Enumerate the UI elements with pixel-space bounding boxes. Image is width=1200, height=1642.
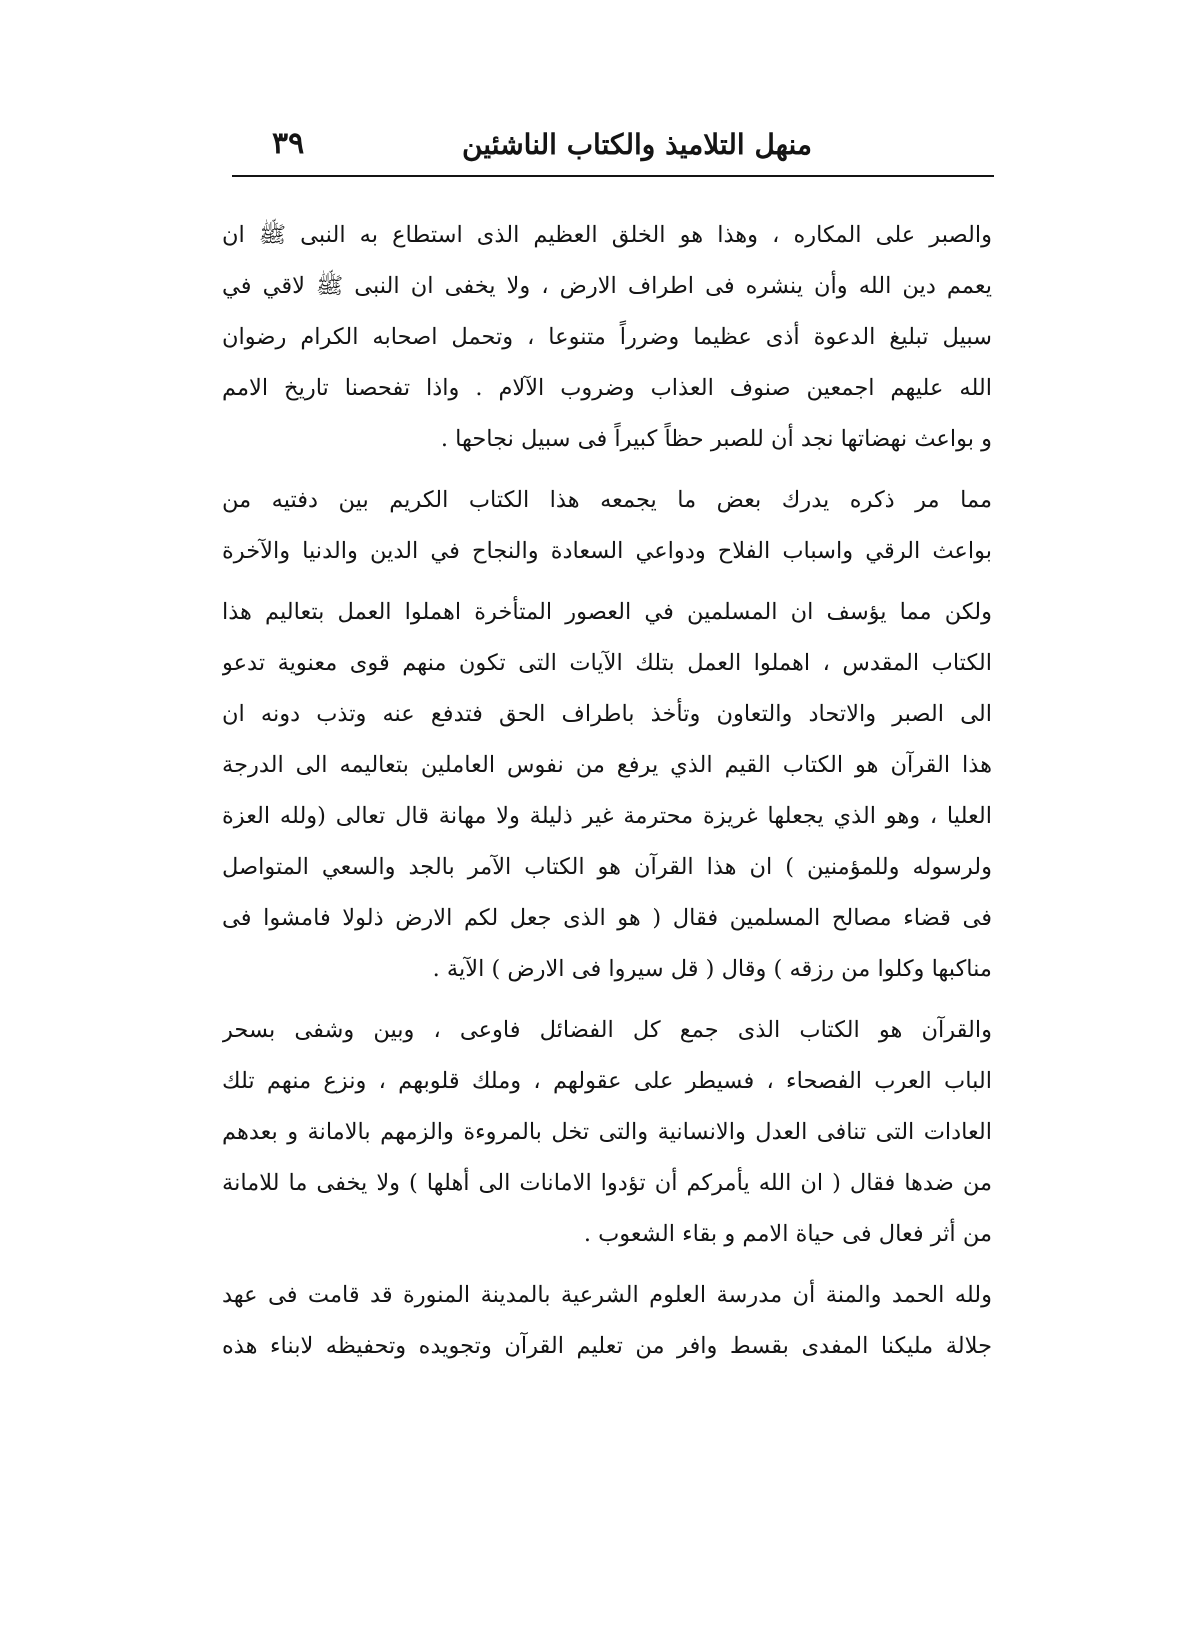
text-line: الى الصبر والاتحاد والتعاون وتأخذ باطراف الحق فتدفع عنه وتذب دونه ان (222, 701, 992, 727)
text-line: من أثر فعال فى حياة الامم و بقاء الشعوب . (583, 1221, 992, 1247)
text-line: مما مر ذكره يدرك بعض ما يجمعه هذا الكتاب الكريم بين دفتيه من (222, 487, 992, 513)
paragraph-1 (222, 210, 992, 465)
page-number: ٣٩ (272, 126, 305, 161)
text-line: يعمم دين الله وأن ينشره فى اطراف الارض ، ولا يخفى ان النبى ﷺ لاقي في (222, 273, 992, 299)
text-line: ولكن مما يؤسف ان المسلمين في العصور المتأخرة اهملوا العمل بتعاليم هذا (222, 599, 992, 625)
text-line: فى قضاء مصالح المسلمين فقال ( هو الذى جعل لكم الارض ذلولا فامشوا فى (222, 905, 992, 931)
text-line: ولله الحمد والمنة أن مدرسة العلوم الشرعية بالمدينة المنورة قد قامت فى عهد (222, 1282, 992, 1308)
paragraph-5 (222, 1270, 992, 1372)
text-line: من ضدها فقال ( ان الله يأمركم أن تؤدوا الامانات الى أهلها ) ولا يخفى ما للامانة (222, 1170, 992, 1196)
paragraph-2 (222, 475, 992, 577)
text-line: الكتاب المقدس ، اهملوا العمل بتلك الآيات التى تكون منهم قوى معنوية تدعو (222, 650, 992, 676)
text-line: مناكبها وكلوا من رزقه ) وقال ( قل سيروا فى الارض ) الآية . (432, 956, 992, 982)
text-line: والصبر على المكاره ، وهذا هو الخلق العظيم الذى استطاع به النبى ﷺ ان (222, 222, 992, 248)
running-title: منهل التلاميذ والكتاب الناشئين (461, 128, 812, 161)
text-line: ولرسوله وللمؤمنين ) ان هذا القرآن هو الكتاب الآمر بالجد والسعي المتواصل (222, 854, 992, 880)
text-line: جلالة مليكنا المفدى بقسط وافر من تعليم القرآن وتجويده وتحفيظه لابناء هذه (222, 1333, 992, 1359)
text-line: سبيل تبليغ الدعوة أذى عظيما وضرراً متنوعا ، وتحمل اصحابه الكرام رضوان (222, 324, 992, 350)
text-line: و بواعث نهضاتها نجد أن للصبر حظاً كبيراً فى سبيل نجاحها . (440, 426, 992, 452)
text-line: العادات التى تنافى العدل والانسانية والتى تخل بالمروءة والزمهم بالامانة و بعدهم (222, 1119, 992, 1145)
text-line: والقرآن هو الكتاب الذى جمع كل الفضائل فاوعى ، وبين وشفى بسحر (222, 1017, 992, 1043)
text-line: الله عليهم اجمعين صنوف العذاب وضروب الآلام . واذا تفحصنا تاريخ الامم (222, 375, 992, 401)
text-line: العليا ، وهو الذي يجعلها غريزة محترمة غير ذليلة ولا مهانة قال تعالى (ولله العزة (222, 803, 992, 829)
body-text (222, 210, 992, 1372)
header-rule (232, 175, 994, 177)
paragraph-3 (222, 587, 992, 995)
text-line: هذا القرآن هو الكتاب القيم الذي يرفع من نفوس العاملين بتعاليمه الى الدرجة (222, 752, 992, 778)
page-header (232, 118, 992, 178)
text-line: بواعث الرقي واسباب الفلاح ودواعي السعادة والنجاح في الدين والدنيا والآخرة (222, 538, 992, 564)
text-line: الباب العرب الفصحاء ، فسيطر على عقولهم ، وملك قلوبهم ، ونزع منهم تلك (222, 1068, 992, 1094)
paragraph-4 (222, 1005, 992, 1260)
